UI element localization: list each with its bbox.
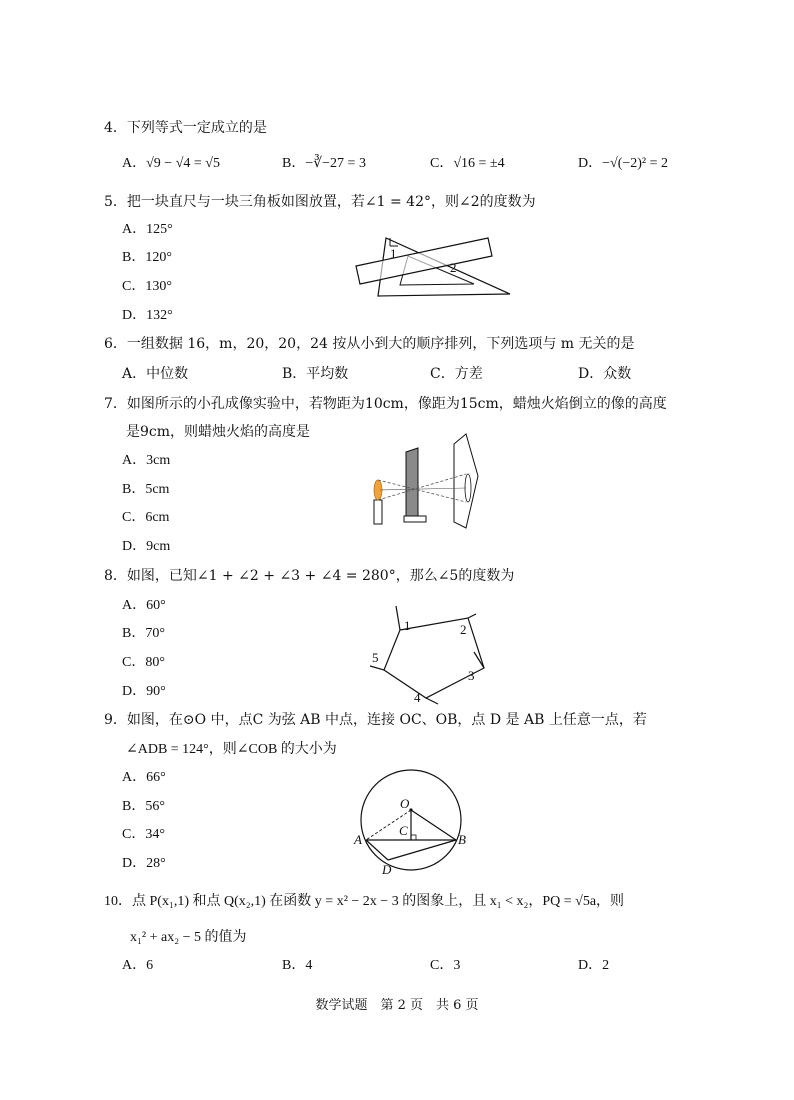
page-footer: 数学试题 第 2 页 共 6 页: [315, 998, 479, 1013]
q10-option-d: D．2: [578, 958, 610, 973]
q8-angle-5-label: 5: [372, 650, 379, 665]
q6-option-d: D．众数: [578, 366, 632, 382]
q4-option-a: A．√9 − √4 = √5: [122, 156, 220, 171]
q9-option-c: C．34°: [122, 827, 165, 842]
q4-option-c: C．√16 = ±4: [430, 156, 505, 171]
q4-option-d: D．−√(−2)² = 2: [578, 156, 669, 171]
q5-ruler-triangle-figure: [350, 228, 520, 300]
q9-option-b: B．56°: [122, 799, 165, 814]
q7-stem-line1: 7．如图所示的小孔成像实验中，若物距为10cm，像距为15cm，蜡烛火焰倒立的像的高度: [104, 396, 667, 412]
q9-circle-figure: [352, 760, 476, 880]
q8-angle-1-label: 1: [404, 618, 411, 633]
q7-option-a: A．3cm: [122, 453, 171, 468]
q10-stem-line1: 10．点 P(x₁,1) 和点 Q(x₂,1) 在函数 y = x² − 2x − 3 的图象上，且 x₁ < x₂，PQ = √5a，则: [104, 894, 625, 909]
q6-option-b: B．平均数: [282, 366, 349, 382]
q8-option-d: D．90°: [122, 684, 166, 699]
q10-option-b: B．4: [282, 958, 313, 973]
q6-option-a: A．中位数: [122, 366, 189, 382]
q9-point-a-label: A: [354, 832, 362, 847]
q9-point-o-label: O: [400, 796, 410, 811]
q5-option-b: B．120°: [122, 250, 172, 265]
q5-option-d: D．132°: [122, 308, 173, 323]
q8-angle-2-label: 2: [460, 622, 467, 637]
q9-stem-line1: 9．如图，在⊙O 中，点C 为弦 AB 中点，连接 OC、OB，点 D 是 AB 上任意一点，若: [104, 712, 647, 728]
q10-stem-line2: x₁² + ax₂ − 5 的值为: [130, 930, 247, 945]
q8-angle-3-label: 3: [468, 668, 475, 683]
q8-option-c: C．80°: [122, 655, 165, 670]
q6-option-c: C．方差: [430, 366, 483, 382]
q7-pinhole-camera-figure: [366, 430, 490, 530]
q9-option-d: D．28°: [122, 856, 166, 871]
q9-stem-line2: ∠ADB = 124°，则∠COB 的大小为: [126, 742, 337, 757]
q4-stem: 4．下列等式一定成立的是: [104, 120, 267, 136]
q5-stem: 5．把一块直尺与一块三角板如图放置，若∠1 = 42°，则∠2的度数为: [104, 194, 536, 210]
q8-option-a: A．60°: [122, 598, 166, 613]
q7-option-d: D．9cm: [122, 539, 171, 554]
q7-option-b: B．5cm: [122, 482, 170, 497]
q7-option-c: C．6cm: [122, 510, 170, 525]
q9-point-d-label: D: [382, 862, 392, 877]
q10-option-a: A．6: [122, 958, 154, 973]
q4-option-b: B．−∛−27 = 3: [282, 156, 366, 171]
q5-angle-2-label: 2: [450, 260, 457, 275]
q5-option-c: C．130°: [122, 279, 172, 294]
q6-stem: 6．一组数据 16，m，20，20，24 按从小到大的顺序排列，下列选项与 m 无关的是: [104, 336, 635, 352]
q5-angle-1-label: 1: [390, 246, 397, 261]
q9-point-c-label: C: [399, 823, 408, 838]
q8-stem: 8．如图，已知∠1 + ∠2 + ∠3 + ∠4 = 280°，那么∠5的度数为: [104, 568, 515, 584]
q8-pentagon-figure: [364, 604, 488, 708]
q9-option-a: A．66°: [122, 770, 166, 785]
q9-point-b-label: B: [458, 832, 466, 847]
q7-stem-line2: 是9cm，则蜡烛火焰的高度是: [126, 424, 311, 440]
q8-option-b: B．70°: [122, 626, 165, 641]
q8-angle-4-label: 4: [414, 690, 421, 705]
q5-option-a: A．125°: [122, 222, 173, 237]
q10-option-c: C．3: [430, 958, 461, 973]
